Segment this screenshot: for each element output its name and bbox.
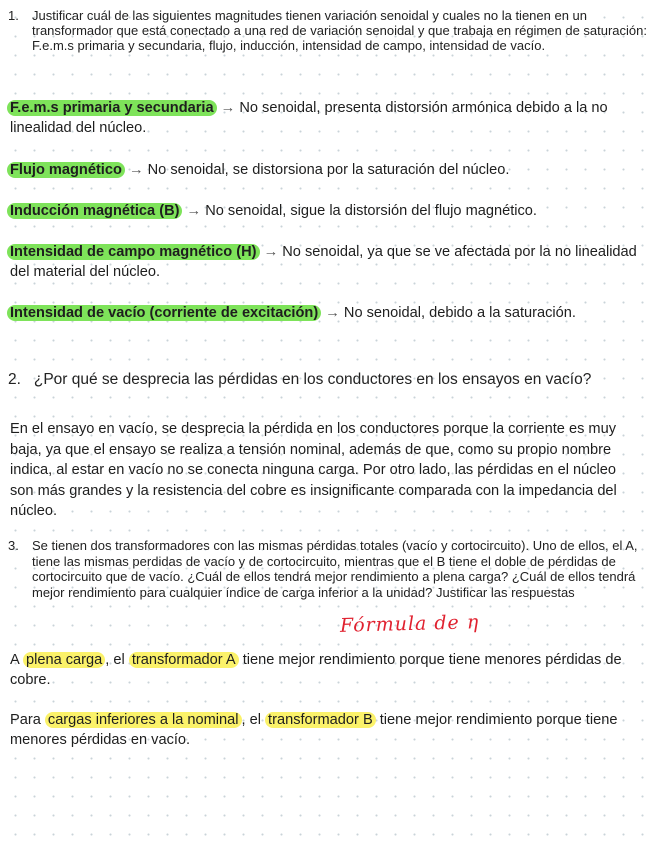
answer-flujo-text: No senoidal, se distorsiona por la saturación del núcleo. <box>147 162 510 178</box>
question-3-number: 3. <box>8 538 19 553</box>
answer-intensidad-campo <box>10 242 655 282</box>
answer-intensidad-campo-term: Intensidad de campo magnético (H) <box>7 244 260 260</box>
answer-3a <box>10 650 650 690</box>
answer-intensidad-vacio-text: No senoidal, debido a la saturación. <box>343 305 576 321</box>
answer-3b-part-3: tiene mejor rendimiento porque tiene menores pérdidas en vacío. <box>10 712 618 748</box>
question-3-text: Se tienen dos transformadores con las mismas pérdidas totales (vacío y cortocircuito). Uno de ellos, el A, tiene las mismas perdidas de vacío y de cortocircuito, mientras que el B tiene el doble de pérdidas de cortocircuito que de vacío. ¿Cuál de ellos tendrá mejor rendimiento a plena carga? ¿Cuál de ellos tendrá mejor rendimiento para cualquier índice de carga inferior a la unidad? Justificar las respuestas <box>32 538 638 600</box>
answer-intensidad-campo-text: No senoidal, ya que se ve afectada por la no linealidad del material del núcleo. <box>10 244 637 280</box>
answer-intensidad-vacio-term: Intensidad de vacío (corriente de excitación) <box>7 305 321 321</box>
answer-flujo <box>10 160 650 180</box>
answer-induccion-term: Inducción magnética (B) <box>7 203 182 219</box>
answer-fem-term: F.e.m.s primaria y secundaria <box>7 100 217 116</box>
answer-3a-part-2: , el <box>105 652 125 668</box>
question-2-number: 2. <box>8 371 21 388</box>
arrow-icon: → <box>128 162 144 178</box>
handwritten-note: Fórmula de η <box>339 611 480 637</box>
answer-3a-part-3: tiene mejor rendimiento porque tiene menores pérdidas de cobre. <box>10 652 622 688</box>
answer-2: En el ensayo en vacío, se desprecia la pérdida en los conductores porque la corriente es muy baja, ya que el ensayo se realiza a tensión nominal, además de que, como su propio nombre indica, al estar en vacío no se conecta ninguna carga. Por otro lado, las pérdidas en el núcleo son más grandes y la resistencia del cobre es insignificante comparada con la impedancia del núcleo. <box>10 421 617 519</box>
question-3 <box>8 538 650 600</box>
highlight-transformador-b: transformador B <box>265 712 376 728</box>
arrow-icon: → <box>263 244 279 260</box>
highlight-transformador-a: transformador A <box>129 652 239 668</box>
answer-induccion <box>10 201 650 221</box>
question-1-text: Justificar cuál de las siguientes magnitudes tienen variación senoidal y cuales no la tienen en un transformador que está conectado a una red de variación senoidal y que trabaja en régimen de saturación: F.e.m.s primaria y secundaria, flujo, inducción, intensidad de campo, intensidad de vacío. <box>32 8 647 53</box>
highlight-cargas-inferiores: cargas inferiores a la nominal <box>45 712 242 728</box>
answer-3a-part-1: A <box>10 652 19 668</box>
answer-intensidad-vacio <box>10 303 610 323</box>
question-1-number: 1. <box>8 8 19 23</box>
answer-induccion-text: No senoidal, sigue la distorsión del flujo magnético. <box>205 203 537 219</box>
answer-fem-text: No senoidal, presenta distorsión armónica debido a la no linealidad del núcleo. <box>10 100 608 136</box>
arrow-icon: → <box>220 100 236 116</box>
answer-3b <box>10 710 650 750</box>
question-1 <box>8 8 650 53</box>
answer-fem <box>10 98 650 138</box>
answer-3b-part-1: Para <box>10 712 41 728</box>
arrow-icon: → <box>325 305 340 321</box>
arrow-icon: → <box>186 203 202 219</box>
answer-flujo-term: Flujo magnético <box>7 162 125 178</box>
highlight-plena-carga: plena carga <box>23 652 105 668</box>
answer-3b-part-2: , el <box>241 712 261 728</box>
question-2 <box>8 370 653 390</box>
question-2-text: ¿Por qué se desprecia las pérdidas en los conductores en los ensayos en vacío? <box>33 371 592 388</box>
